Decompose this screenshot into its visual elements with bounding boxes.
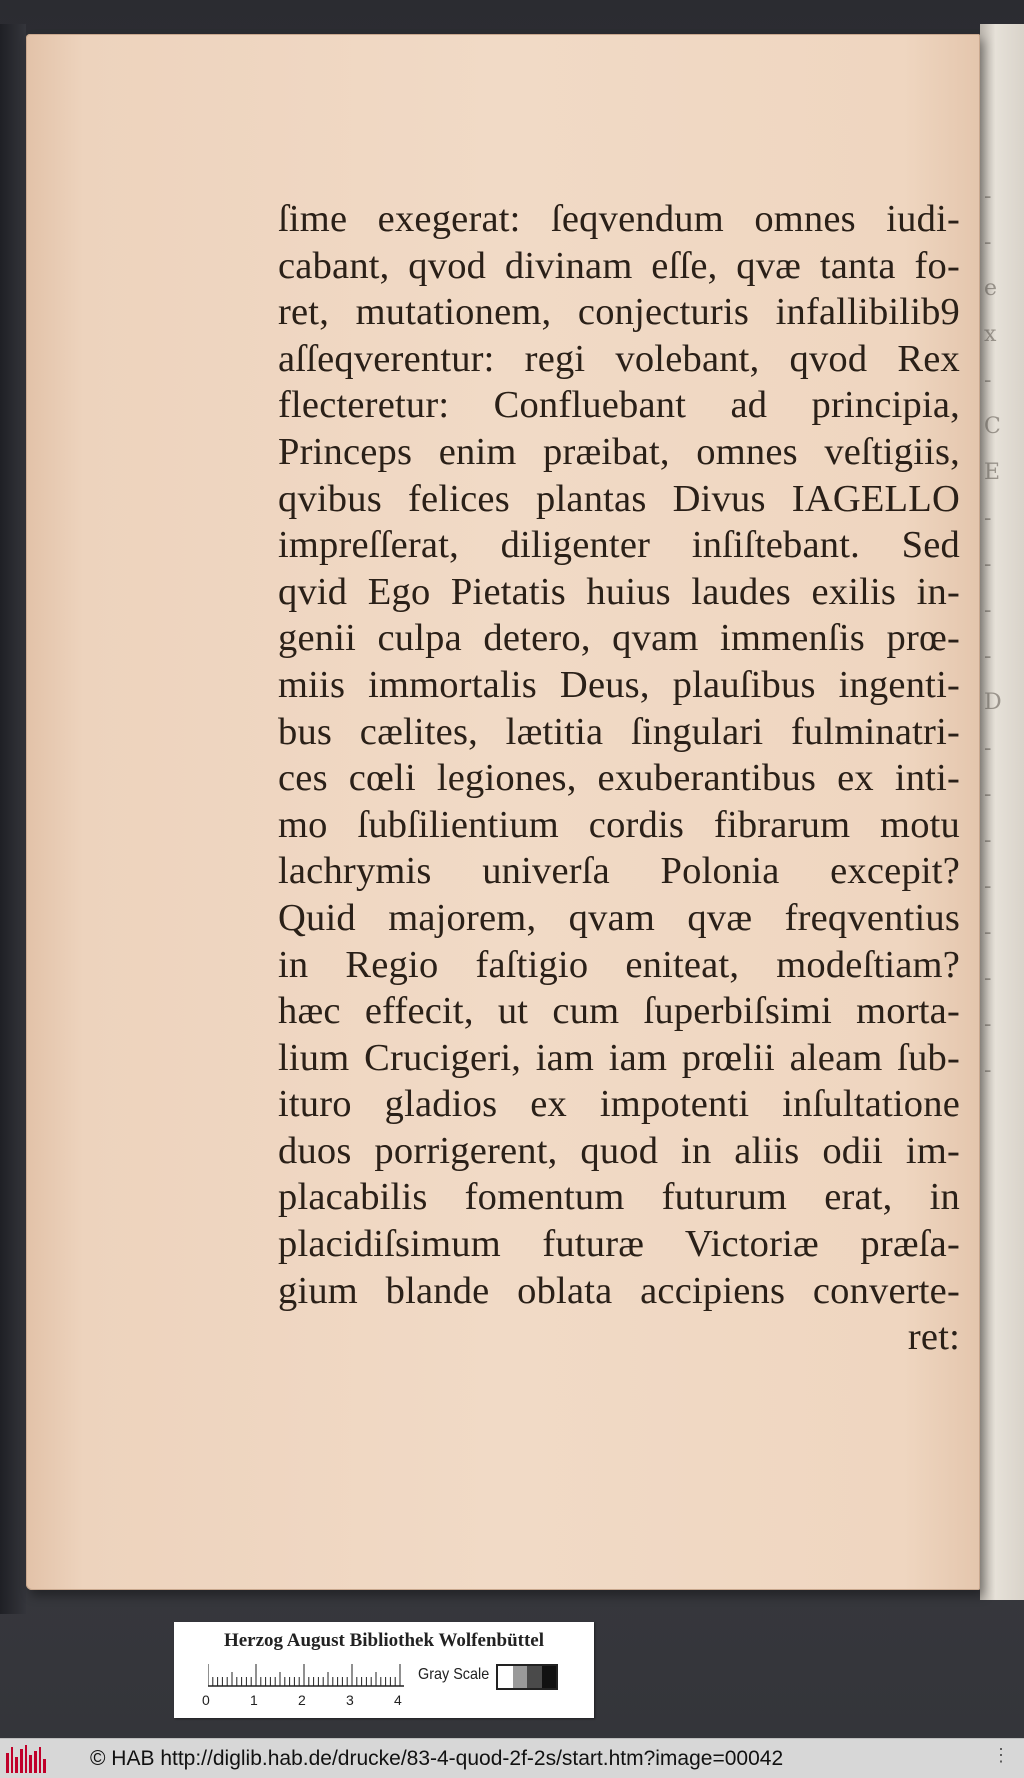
text-line: cabant, qvod divinam eſſe, qvæ tanta fo- — [278, 244, 960, 287]
text-line: aſſeqverentur: regi volebant, qvod Rex — [278, 337, 960, 380]
swatch-dark — [527, 1666, 542, 1688]
facing-page-show-through: - - e x - C E - - - - D - - - - - - - - — [984, 184, 1002, 1083]
ruler-number: 1 — [250, 1692, 258, 1708]
facing-page-edge — [980, 24, 1024, 1600]
text-line: lachrymis univerſa Polonia excepit? — [278, 850, 960, 893]
text-line: impreſſerat, diligenter inſiſtebant. Sed — [278, 524, 960, 567]
text-line: lium Crucigeri, iam iam prœlii aleam ſub- — [278, 1036, 960, 1079]
text-line: bus cælites, lætitia ſingulari fulminatri- — [278, 710, 960, 753]
ruler-number: 4 — [394, 1692, 402, 1708]
swatch-black — [542, 1666, 557, 1688]
more-menu-icon[interactable]: ⋮ — [992, 1745, 1010, 1765]
text-line: Princeps enim præibat, omnes veſtigiis, — [278, 430, 960, 473]
text-line: in Regio faſtigio eniteat, modeſtiam? — [278, 943, 960, 986]
text-line: ces cœli legiones, exuberantibus ex inti- — [278, 757, 960, 800]
library-name: Herzog August Bibliothek Wolfenbüttel — [223, 1630, 545, 1651]
swatch-gray — [513, 1666, 528, 1688]
text-line: genii culpa detero, qvam immenſis prœ- — [278, 617, 960, 660]
text-line: mo ſubſilientium cordis fibrarum motu — [278, 803, 960, 846]
viewer-footer — [0, 1738, 1024, 1778]
text-line: ret: — [907, 1316, 960, 1359]
text-line: gium blande oblata accipiens converte- — [278, 1269, 960, 1312]
text-line: ſime exegerat: ſeqvendum omnes iudi- — [278, 198, 960, 240]
color-calibration-card — [174, 1622, 594, 1718]
text-line: qvid Ego Pietatis huius laudes exilis in- — [278, 570, 960, 613]
grayscale-swatches — [496, 1664, 558, 1690]
source-url-link[interactable]: © HAB http://diglib.hab.de/drucke/83-4-quod-2f-2s/start.htm?image=00042 — [90, 1747, 784, 1770]
ruler-number: 0 — [202, 1692, 210, 1708]
text-line: ret, mutationem, conjecturis infallibilib9 — [278, 291, 960, 334]
page-text — [278, 196, 960, 1361]
text-line: hæc effecit, ut cum ſuperbiſsimi morta- — [278, 990, 960, 1033]
text-line: Quid majorem, qvam qvæ freqventius — [278, 896, 960, 939]
ruler-number: 2 — [298, 1692, 306, 1708]
ruler-numbers — [202, 1692, 412, 1712]
left-page-edge — [0, 24, 26, 1614]
text-line: miis immortalis Deus, plauſibus ingenti- — [278, 663, 960, 706]
text-line: flecteretur: Confluebant ad principia, — [278, 384, 960, 427]
text-line: duos porrigerent, quod in aliis odii im- — [278, 1129, 960, 1172]
grayscale-label: Gray Scale — [418, 1666, 490, 1683]
ruler-number: 3 — [346, 1692, 354, 1708]
swatch-white — [498, 1666, 513, 1688]
text-line: placabilis fomentum futurum erat, in — [278, 1176, 960, 1219]
text-line: placidiſsimum futuræ Victoriæ præſa- — [278, 1223, 960, 1266]
scale-ruler — [208, 1662, 404, 1688]
hab-logo-icon[interactable] — [6, 1745, 46, 1773]
text-line: ituro gladios ex impotenti inſultatione — [278, 1083, 960, 1126]
text-line: qvibus felices plantas Divus IAGELLO — [278, 477, 960, 520]
